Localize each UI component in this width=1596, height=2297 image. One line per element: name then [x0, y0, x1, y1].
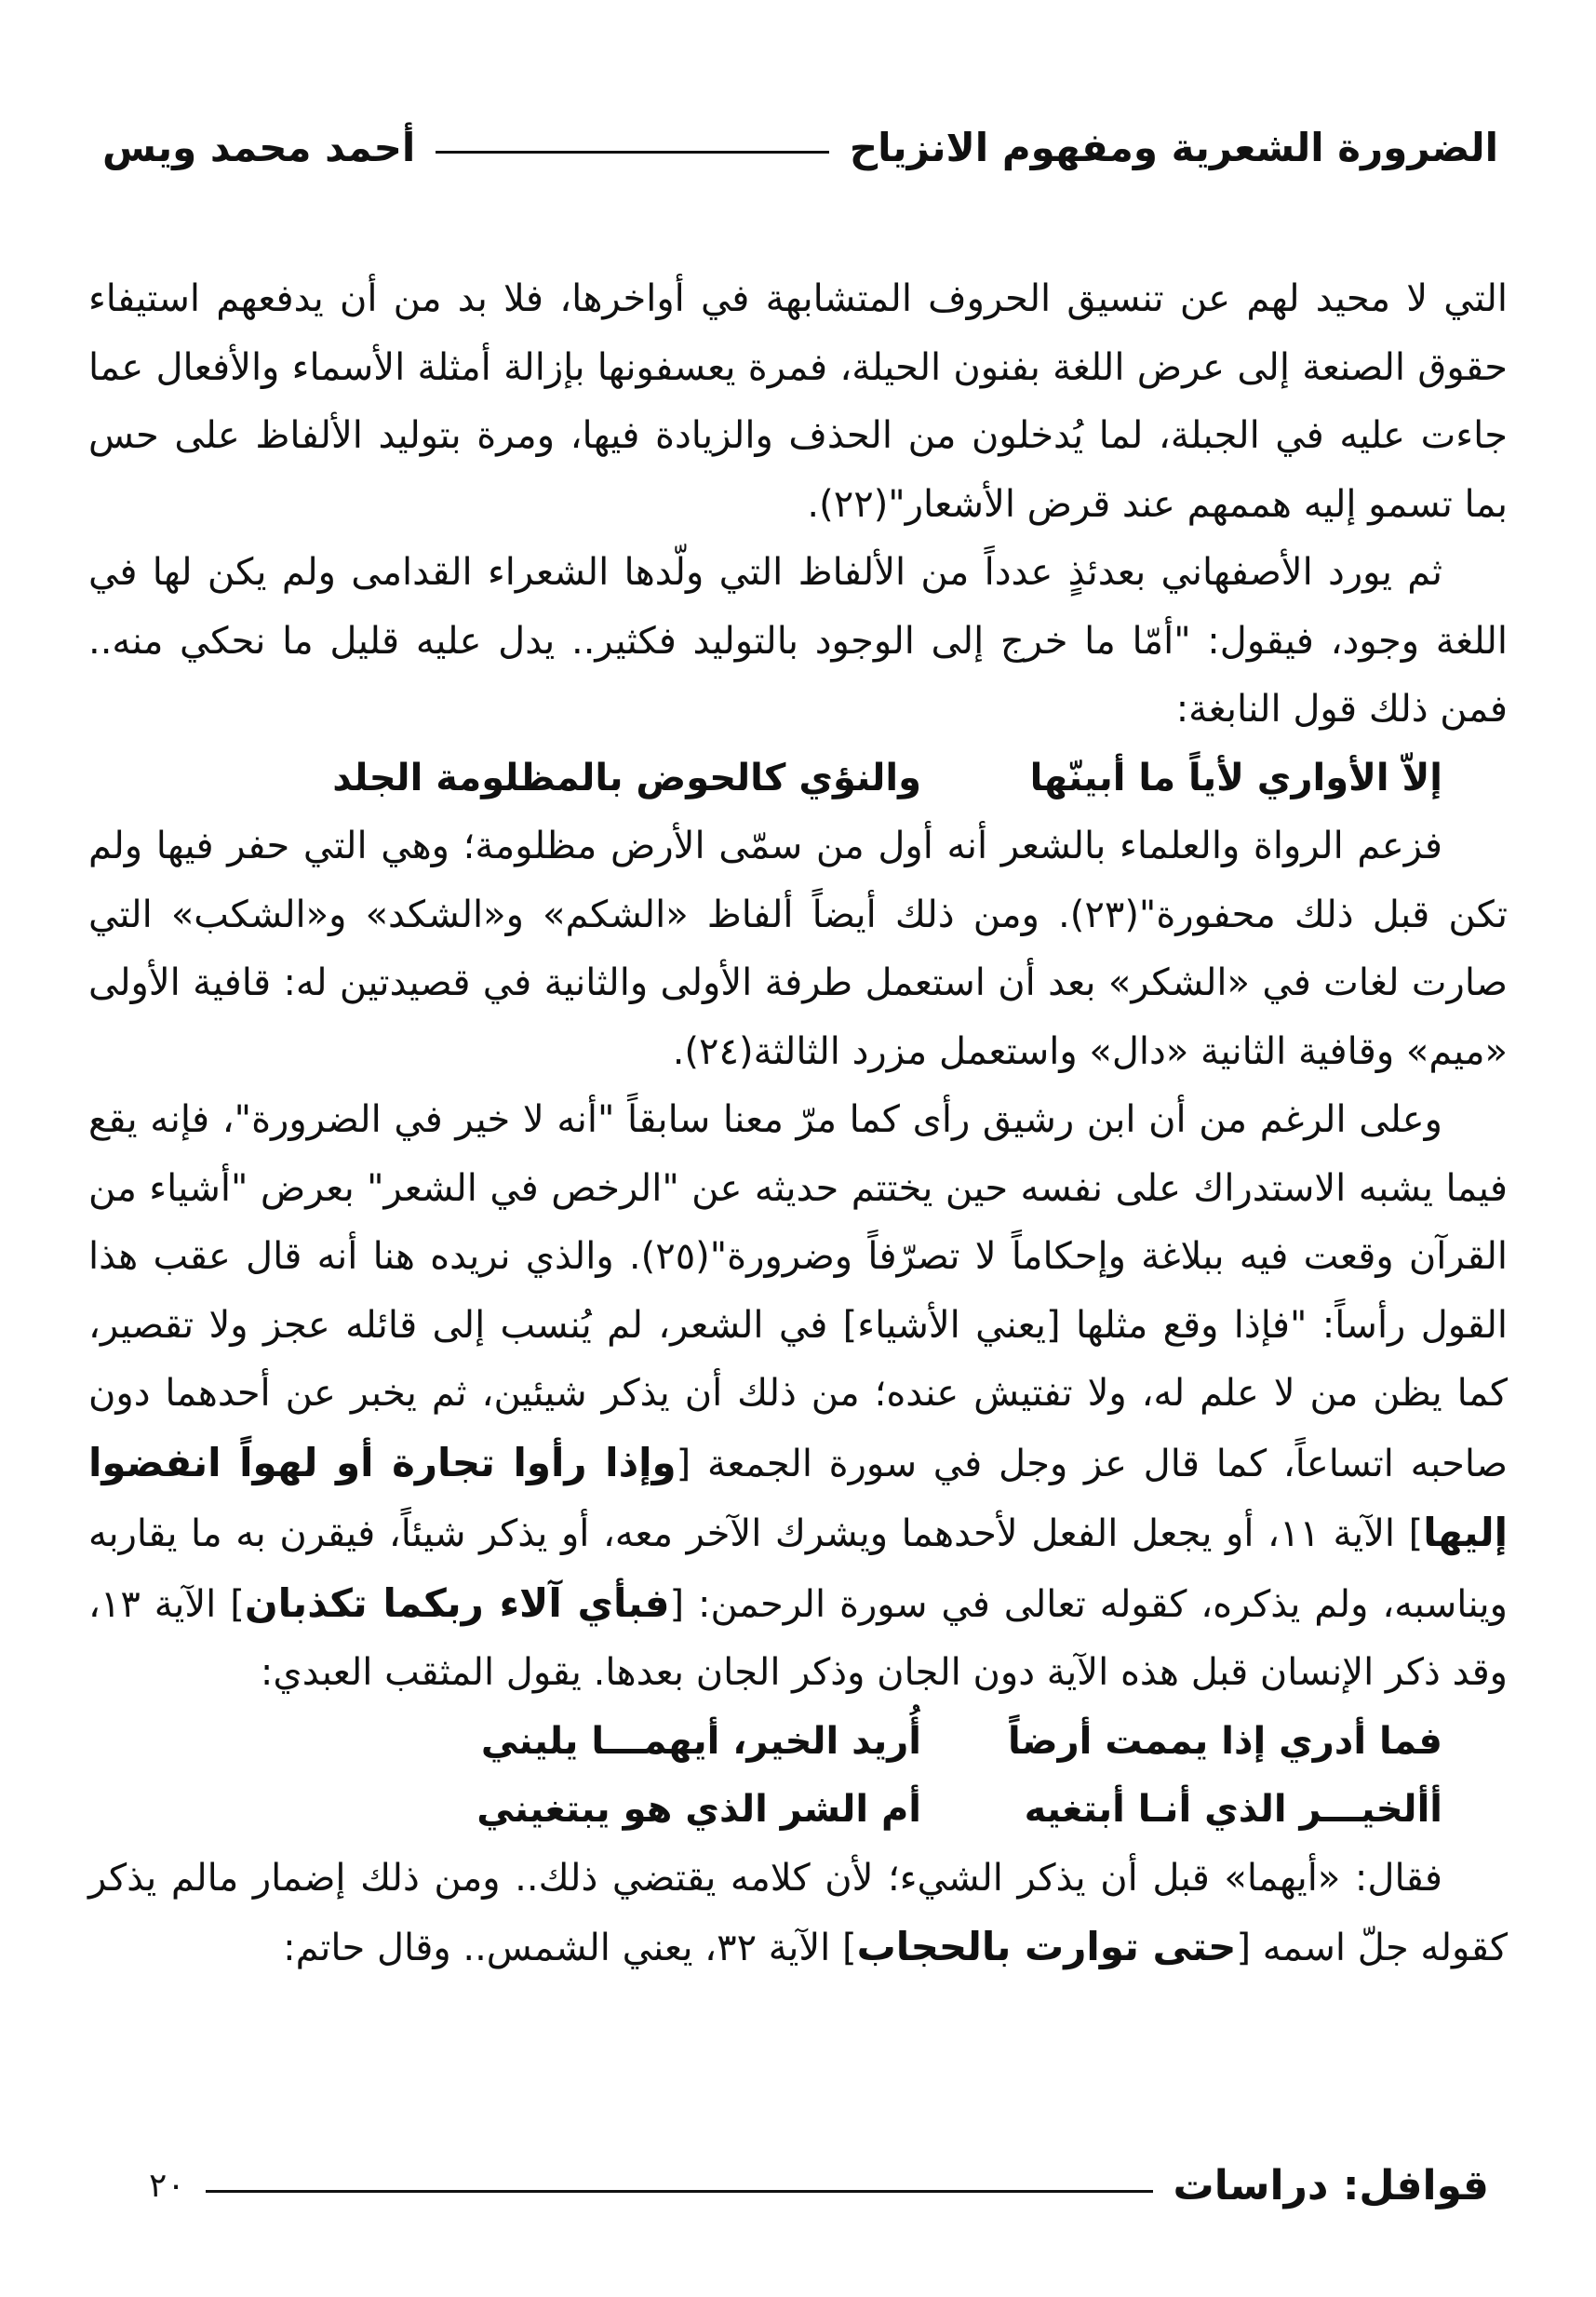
paragraph-5 [88, 1845, 1508, 1983]
paragraph-1: التي لا محيد لهم عن تنسيق الحروف المتشابهة في أواخرها، فلا بد من أن يدفعهم استيفاء حقوق الصنعة إلى عرض اللغة بفنون الحيلة، فمرة يعسفونها بإزالة أمثلة الأسماء والأفعال عما جاءت عليه في الجبلة، لما يُدخلون من الحذف والزيادة فيها، ومرة بتوليد الألفاظ على حس بما تسمو إليه هممهم عند قرض الأشعار"(٢٢). [88, 277, 1508, 526]
footer-rule [206, 2190, 1153, 2193]
running-footer [149, 2157, 1489, 2213]
running-header [102, 119, 1498, 175]
article-title: الضرورة الشعرية ومفهوم الانزياح [849, 124, 1498, 170]
verse-second-hemistich: أُريد الخير، أيهمـــا يليني [480, 1719, 921, 1763]
paragraph-5-text-b: ] الآية ٣٢، يعني الشمس.. وقال حاتم: [283, 1927, 857, 1969]
journal-name: قوافل: دراسات [1173, 2161, 1489, 2210]
quran-quote-jumua: وإذا رأوا تجارة أو لهواً انفضوا إليها [88, 1439, 1508, 1555]
verse-second-hemistich: والنؤي كالحوض بالمظلومة الجلد [332, 756, 921, 799]
quran-quote-rahman: فبأي آلاء ربكما تكذبان [244, 1579, 670, 1626]
paragraph-5-text-a: فقال: «أيهما» قبل أن يذكر الشيء؛ لأن كلامه يقتضي ذلك.. ومن ذلك إضمار مالم يذكر كقوله جلّ اسمه [ [88, 1856, 1508, 1969]
verse-muthaqqab-2 [88, 1776, 1508, 1845]
author-name: أحمد محمد ويس [102, 124, 416, 170]
page-number: ٢٠ [149, 2166, 185, 2205]
verse-muthaqqab-1 [88, 1708, 1508, 1777]
paragraph-4-text-c: ] الآية ١٣، وقد ذكر الإنسان قبل هذه الآية دون الجان وذكر الجان بعدها. يقول المثقب العبدي: [88, 1582, 1508, 1694]
verse-first-hemistich: فما أدري إذا يممت أرضاً [1007, 1719, 1442, 1763]
verse-nabigha [88, 745, 1508, 813]
paragraph-3: فزعم الرواة والعلماء بالشعر أنه أول من سمّى الأرض مظلومة؛ وهي التي حفر فيها ولم تكن قبل ذلك محفورة"(٢٣). ومن ذلك أيضاً ألفاظ «الشكم» و«الشكد» و«الشكب» التي صارت لغات في «الشكر» بعد أن استعمل طرفة الأولى والثانية في قصيدتين له: قافية الأولى «ميم» وقافية الثانية «دال» واستعمل مزرد الثالثة(٢٤). [88, 825, 1508, 1073]
paragraph-2: ثم يورد الأصفهاني بعدئذٍ عدداً من الألفاظ التي ولّدها الشعراء القدامى ولم يكن لها في اللغة وجود، فيقول: "أمّا ما خرج إلى الوجود بالتوليد فكثير.. يدل عليه قليل ما نحكي منه.. فمن ذلك قول النابغة: [88, 551, 1508, 731]
quran-quote-sad: حتى توارت بالحجاب [856, 1924, 1237, 1969]
body-text [88, 265, 1508, 1983]
paragraph-4 [88, 1086, 1508, 1708]
verse-first-hemistich: أألخيـــر الذي أنـا أبتغيه [1024, 1788, 1442, 1831]
paragraph-4-text-a: وعلى الرغم من أن ابن رشيق رأى كما مرّ معنا سابقاً "أنه لا خير في الضرورة"، فإنه يقع فيما يشبه الاستدراك على نفسه حين يختتم حديثه عن "الرخص في الشعر" بعرض "أشياء من القرآن وقعت فيه ببلاغة وإحكاماً لا تصرّفاً وضرورة"(٢٥). والذي نريده هنا أنه قال عقب هذا القول رأساً: "فإذا وقع مثلها [يعني الأشياء] في الشعر، لم يُنسب إلى قائله عجز ولا تقصير، كما يظن من لا علم له، ولا تفتيش عنده؛ من ذلك أن يذكر شيئين، ثم يخبر عن أحدهما دون صاحبه اتساعاً، كما قال عز وجل في سورة الجمعة [ [88, 1098, 1509, 1485]
verse-first-hemistich: إلاّ الأواري لأياً ما أبينّها [1029, 756, 1442, 799]
verse-second-hemistich: أم الشر الذي هو يبتغيني [476, 1788, 921, 1831]
header-rule [436, 151, 829, 154]
paragraph-4-text-b: ] الآية ١١، أو يجعل الفعل لأحدهما ويشرك الآخر معه، أو يذكر شيئاً، فيقرن به ما يقاربه ويناسبه، ولم يذكره، كقوله تعالى في سورة الرحمن: [ [88, 1512, 1508, 1626]
